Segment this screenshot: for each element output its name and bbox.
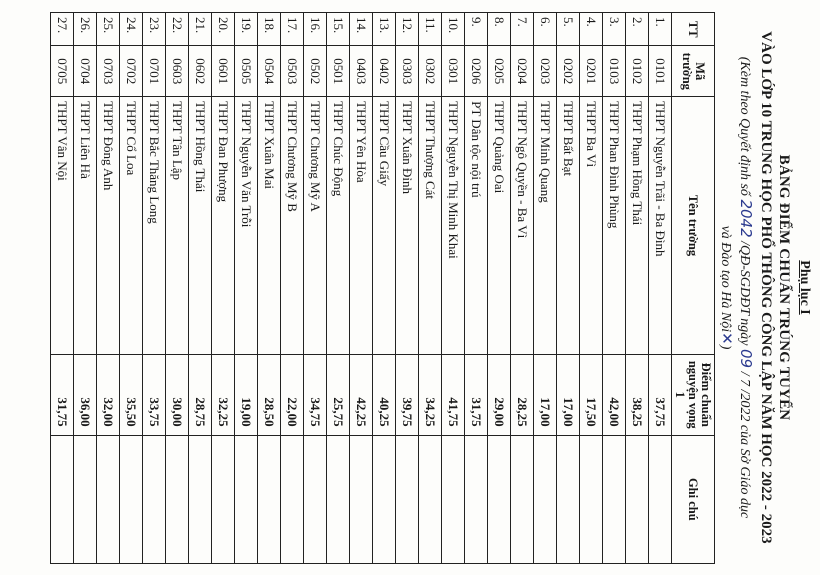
- cutoff-score: 31,75: [465, 354, 488, 435]
- school-name: THPT Vân Nội: [51, 97, 74, 355]
- school-name: THPT Chương Mỹ A: [304, 97, 327, 355]
- cutoff-score: 32,25: [212, 354, 235, 435]
- school-code: 0505: [235, 46, 258, 97]
- row-number: 11.: [419, 13, 442, 46]
- school-name: THPT Nguyễn Trãi - Ba Đình: [649, 97, 672, 355]
- cutoff-score: 17,50: [580, 354, 603, 435]
- row-number: 25.: [97, 13, 120, 46]
- note-cell: [120, 435, 143, 563]
- school-name: THPT Phan Đình Phùng: [603, 97, 626, 355]
- school-code: 0206: [465, 46, 488, 97]
- row-number: 27.: [51, 13, 74, 46]
- table-row: [396, 13, 419, 564]
- school-name: THPT Minh Quang: [534, 97, 557, 355]
- table-row: [74, 13, 97, 564]
- table-row: [258, 13, 281, 564]
- table-row: [465, 13, 488, 564]
- row-number: 9.: [465, 13, 488, 46]
- table-row: [327, 13, 350, 564]
- cutoff-score: 19,00: [235, 354, 258, 435]
- header-tt: TT: [672, 13, 715, 46]
- row-number: 21.: [189, 13, 212, 46]
- school-code: 0603: [166, 46, 189, 97]
- table-row: [143, 13, 166, 564]
- school-code: 0403: [350, 46, 373, 97]
- row-number: 1.: [649, 13, 672, 46]
- row-number: 24.: [120, 13, 143, 46]
- school-code: 0502: [304, 46, 327, 97]
- note-cell: [74, 435, 97, 563]
- school-code: 0303: [396, 46, 419, 97]
- cutoff-score: 32,00: [97, 354, 120, 435]
- note-cell: [51, 435, 74, 563]
- row-number: 26.: [74, 13, 97, 46]
- school-code: 0302: [419, 46, 442, 97]
- cutoff-score: 17,00: [557, 354, 580, 435]
- table-row: [626, 13, 649, 564]
- school-name: THPT Bất Bạt: [557, 97, 580, 355]
- cutoff-score: 31,75: [51, 354, 74, 435]
- row-number: 4.: [580, 13, 603, 46]
- school-name: THPT Hồng Thái: [189, 97, 212, 355]
- table-header-row: [672, 13, 715, 564]
- table-row: [442, 13, 465, 564]
- decision-day-handwritten: 09: [737, 348, 755, 369]
- cutoff-score: 40,25: [373, 354, 396, 435]
- decision-text-d: và Đào tạo Hà Nội: [718, 225, 733, 333]
- cutoff-score: 36,00: [74, 354, 97, 435]
- school-code: 0203: [534, 46, 557, 97]
- note-cell: [488, 435, 511, 563]
- school-code: 0201: [580, 46, 603, 97]
- school-name: THPT Chúc Động: [327, 97, 350, 355]
- table-row: [488, 13, 511, 564]
- school-code: 0703: [97, 46, 120, 97]
- note-cell: [166, 435, 189, 563]
- score-table: [50, 12, 715, 564]
- handwritten-mark: ✕: [718, 332, 736, 345]
- note-cell: [235, 435, 258, 563]
- table-row: [304, 13, 327, 564]
- cutoff-score: 41,75: [442, 354, 465, 435]
- school-name: THPT Tân Lập: [166, 97, 189, 355]
- table-row: [511, 13, 534, 564]
- school-code: 0503: [281, 46, 304, 97]
- school-name: THPT Nguyễn Thị Minh Khai: [442, 97, 465, 355]
- table-row: [212, 13, 235, 564]
- school-code: 0601: [212, 46, 235, 97]
- cutoff-score: 42,00: [603, 354, 626, 435]
- school-name: PT Dân tộc nội trú: [465, 97, 488, 355]
- table-row: [603, 13, 626, 564]
- note-cell: [281, 435, 304, 563]
- row-number: 16.: [304, 13, 327, 46]
- cutoff-score: 34,75: [304, 354, 327, 435]
- school-code: 0602: [189, 46, 212, 97]
- header-ghi-chu: Ghi chú: [672, 435, 715, 563]
- cutoff-score: 33,75: [143, 354, 166, 435]
- decision-number-handwritten: 2042: [737, 199, 755, 238]
- table-row: [51, 13, 74, 564]
- row-number: 6.: [534, 13, 557, 46]
- note-cell: [396, 435, 419, 563]
- table-row: [235, 13, 258, 564]
- school-code: 0204: [511, 46, 534, 97]
- row-number: 8.: [488, 13, 511, 46]
- row-number: 20.: [212, 13, 235, 46]
- cutoff-score: 38,25: [626, 354, 649, 435]
- cutoff-score: 22,00: [281, 354, 304, 435]
- school-code: 0101: [649, 46, 672, 97]
- note-cell: [465, 435, 488, 563]
- cutoff-score: 42,25: [350, 354, 373, 435]
- decision-text-b: /QĐ-SGDĐT ngày: [737, 237, 752, 349]
- row-number: 14.: [350, 13, 373, 46]
- table-row: [120, 13, 143, 564]
- note-cell: [534, 435, 557, 563]
- note-cell: [212, 435, 235, 563]
- school-code: 0701: [143, 46, 166, 97]
- row-number: 17.: [281, 13, 304, 46]
- school-name: THPT Đan Phượng: [212, 97, 235, 355]
- header-ma-truong: Mã trường: [672, 46, 715, 97]
- note-cell: [304, 435, 327, 563]
- note-cell: [327, 435, 350, 563]
- cutoff-score: 30,00: [166, 354, 189, 435]
- row-number: 10.: [442, 13, 465, 46]
- cutoff-score: 28,25: [511, 354, 534, 435]
- table-row: [350, 13, 373, 564]
- note-cell: [649, 435, 672, 563]
- school-code: 0301: [442, 46, 465, 97]
- decision-text-c: / 7 /2022 của Sở Giáo dục: [737, 368, 752, 519]
- row-number: 23.: [143, 13, 166, 46]
- school-name: THPT Cổ Loa: [120, 97, 143, 355]
- decision-reference: [736, 0, 755, 575]
- cutoff-score: 17,00: [534, 354, 557, 435]
- cutoff-score: 29,00: [488, 354, 511, 435]
- school-code: 0102: [626, 46, 649, 97]
- row-number: 7.: [511, 13, 534, 46]
- note-cell: [557, 435, 580, 563]
- table-row: [580, 13, 603, 564]
- note-cell: [511, 435, 534, 563]
- cutoff-score: 28,50: [258, 354, 281, 435]
- note-cell: [419, 435, 442, 563]
- school-name: THPT Ngô Quyền - Ba Vì: [511, 97, 534, 355]
- table-row: [166, 13, 189, 564]
- school-name: THPT Yên Hòa: [350, 97, 373, 355]
- cutoff-score: 39,75: [396, 354, 419, 435]
- school-name: THPT Chương Mỹ B: [281, 97, 304, 355]
- table-row: [97, 13, 120, 564]
- school-name: THPT Xuân Mai: [258, 97, 281, 355]
- school-code: 0103: [603, 46, 626, 97]
- cutoff-score: 35,50: [120, 354, 143, 435]
- row-number: 13.: [373, 13, 396, 46]
- note-cell: [580, 435, 603, 563]
- decision-reference-line2: [717, 0, 736, 575]
- table-row: [649, 13, 672, 564]
- row-number: 22.: [166, 13, 189, 46]
- document-title: BẢNG ĐIỂM CHUẨN TRÚNG TUYỂN: [776, 154, 792, 421]
- decision-text-e: ): [718, 344, 733, 350]
- school-name: THPT Đông Anh: [97, 97, 120, 355]
- row-number: 18.: [258, 13, 281, 46]
- cutoff-score: 25,75: [327, 354, 350, 435]
- school-code: 0202: [557, 46, 580, 97]
- table-row: [373, 13, 396, 564]
- table-row: [419, 13, 442, 564]
- row-number: 5.: [557, 13, 580, 46]
- document-title-line2: VÀO LỚP 10 TRUNG HỌC PHỔ THÔNG CÔNG LẬP NĂM HỌC 2022 - 2023: [758, 31, 774, 544]
- school-code: 0704: [74, 46, 97, 97]
- school-name: THPT Phạm Hồng Thái: [626, 97, 649, 355]
- school-name: THPT Bắc Thăng Long: [143, 97, 166, 355]
- school-code: 0702: [120, 46, 143, 97]
- school-code: 0501: [327, 46, 350, 97]
- school-code: 0504: [258, 46, 281, 97]
- table-row: [557, 13, 580, 564]
- school-name: THPT Thượng Cát: [419, 97, 442, 355]
- school-code: 0705: [51, 46, 74, 97]
- school-name: THPT Cầu Giấy: [373, 97, 396, 355]
- school-name: THPT Quảng Oai: [488, 97, 511, 355]
- school-name: THPT Liên Hà: [74, 97, 97, 355]
- note-cell: [626, 435, 649, 563]
- row-number: 2.: [626, 13, 649, 46]
- cutoff-score: 37,75: [649, 354, 672, 435]
- school-code: 0205: [488, 46, 511, 97]
- appendix-label: Phụ lục I: [797, 260, 812, 315]
- note-cell: [442, 435, 465, 563]
- school-name: THPT Nguyễn Văn Trỗi: [235, 97, 258, 355]
- school-code: 0402: [373, 46, 396, 97]
- school-name: THPT Ba Vì: [580, 97, 603, 355]
- cutoff-score: 28,75: [189, 354, 212, 435]
- header-ten-truong: Tên trường: [672, 97, 715, 355]
- row-number: 3.: [603, 13, 626, 46]
- table-row: [534, 13, 557, 564]
- header-diem-chuan: Điểm chuẩn nguyện vọng 1: [672, 354, 715, 435]
- school-name: THPT Xuân Đỉnh: [396, 97, 419, 355]
- row-number: 12.: [396, 13, 419, 46]
- row-number: 19.: [235, 13, 258, 46]
- note-cell: [258, 435, 281, 563]
- decision-text-a: (Kèm theo Quyết định số: [737, 56, 752, 200]
- cutoff-score: 34,25: [419, 354, 442, 435]
- note-cell: [97, 435, 120, 563]
- note-cell: [373, 435, 396, 563]
- note-cell: [143, 435, 166, 563]
- note-cell: [350, 435, 373, 563]
- table-row: [281, 13, 304, 564]
- row-number: 15.: [327, 13, 350, 46]
- table-row: [189, 13, 212, 564]
- note-cell: [603, 435, 626, 563]
- note-cell: [189, 435, 212, 563]
